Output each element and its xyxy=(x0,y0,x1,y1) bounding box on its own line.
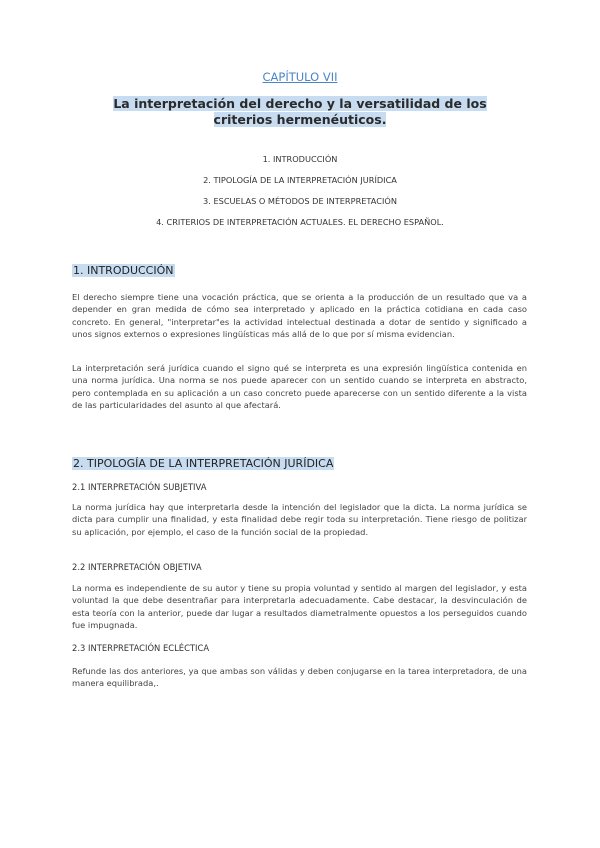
title-text: La interpretación del derecho y la versatilidad de los criterios hermenéuticos. xyxy=(113,96,487,127)
paragraph: La interpretación será jurídica cuando el signo qué se interpreta es una expresión lingüística contenida en una norma jurídica. Una norma se nos puede aparecer con un sentido cuando se interpreta en abstracto, pero contemplada en su aplicación a un caso concreto puede aparecerse con un sentido diferente a la vista de las particularidades del asunto al que afectará. xyxy=(72,363,527,410)
section-heading-text: 2. TIPOLOGÍA DE LA INTERPRETACIÓN JURÍDICA xyxy=(73,457,334,470)
paragraph: Refunde las dos anteriores, ya que ambas son válidas y deben conjugarse en la tarea interpretadora, de una manera equilibrada,. xyxy=(72,666,527,689)
table-of-contents xyxy=(0,152,600,236)
toc-item[interactable]: 2. TIPOLOGÍA DE LA INTERPRETACIÓN JURÍDICA xyxy=(203,175,397,185)
paragraph: El derecho siempre tiene una vocación práctica, que se orienta a la producción de un resultado que va a depender en gran medida de cómo sea interpretado y aplicado en la práctica cotidiana en cada caso concreto. En general, "interpretar"es la actividad intelectual destinada a dotar de sentido y significado a unos signos externos o expresiones lingüísticas más allá de lo que por sí misma evidencian. xyxy=(72,292,527,339)
chapter-label[interactable]: CAPÍTULO VII xyxy=(262,70,338,84)
toc-item[interactable]: 4. CRITERIOS DE INTERPRETACIÓN ACTUALES. EL DERECHO ESPAÑOL. xyxy=(156,217,444,227)
toc-item[interactable]: 3. ESCUELAS O MÉTODOS DE INTERPRETACIÓN xyxy=(203,196,397,206)
toc-item[interactable]: 1. INTRODUCCIÓN xyxy=(262,154,338,164)
section-heading xyxy=(72,457,334,470)
section-heading xyxy=(72,264,175,277)
section-heading-text: 1. INTRODUCCIÓN xyxy=(73,264,174,277)
subsection-title: 2.3 INTERPRETACIÓN ECLÉCTICA xyxy=(72,643,210,653)
paragraph: La norma es independiente de su autor y tiene su propia voluntad y sentido al margen del legislador, y esta voluntad la que debe desentrañar para interpretarla adecuadamente. Cabe destacar, la desvinculación de esta teoría con la anterior, puede dar lugar a resultados diametralmente opuestos a los perseguidos cuando fue impugnada. xyxy=(72,583,527,630)
subsection-title: 2.1 INTERPRETACIÓN SUBJETIVA xyxy=(72,482,207,492)
document-title xyxy=(95,96,505,128)
subsection-title: 2.2 INTERPRETACIÓN OBJETIVA xyxy=(72,562,202,572)
paragraph: La norma jurídica hay que interpretarla desde la intención del legislador que la dicta. La norma jurídica se dicta para cumplir una finalidad, y esta finalidad debe regir toda su interpretación. Tiene riesgo de politizar su aplicación, por ejemplo, el caso de la función social de la propiedad. xyxy=(72,502,527,537)
